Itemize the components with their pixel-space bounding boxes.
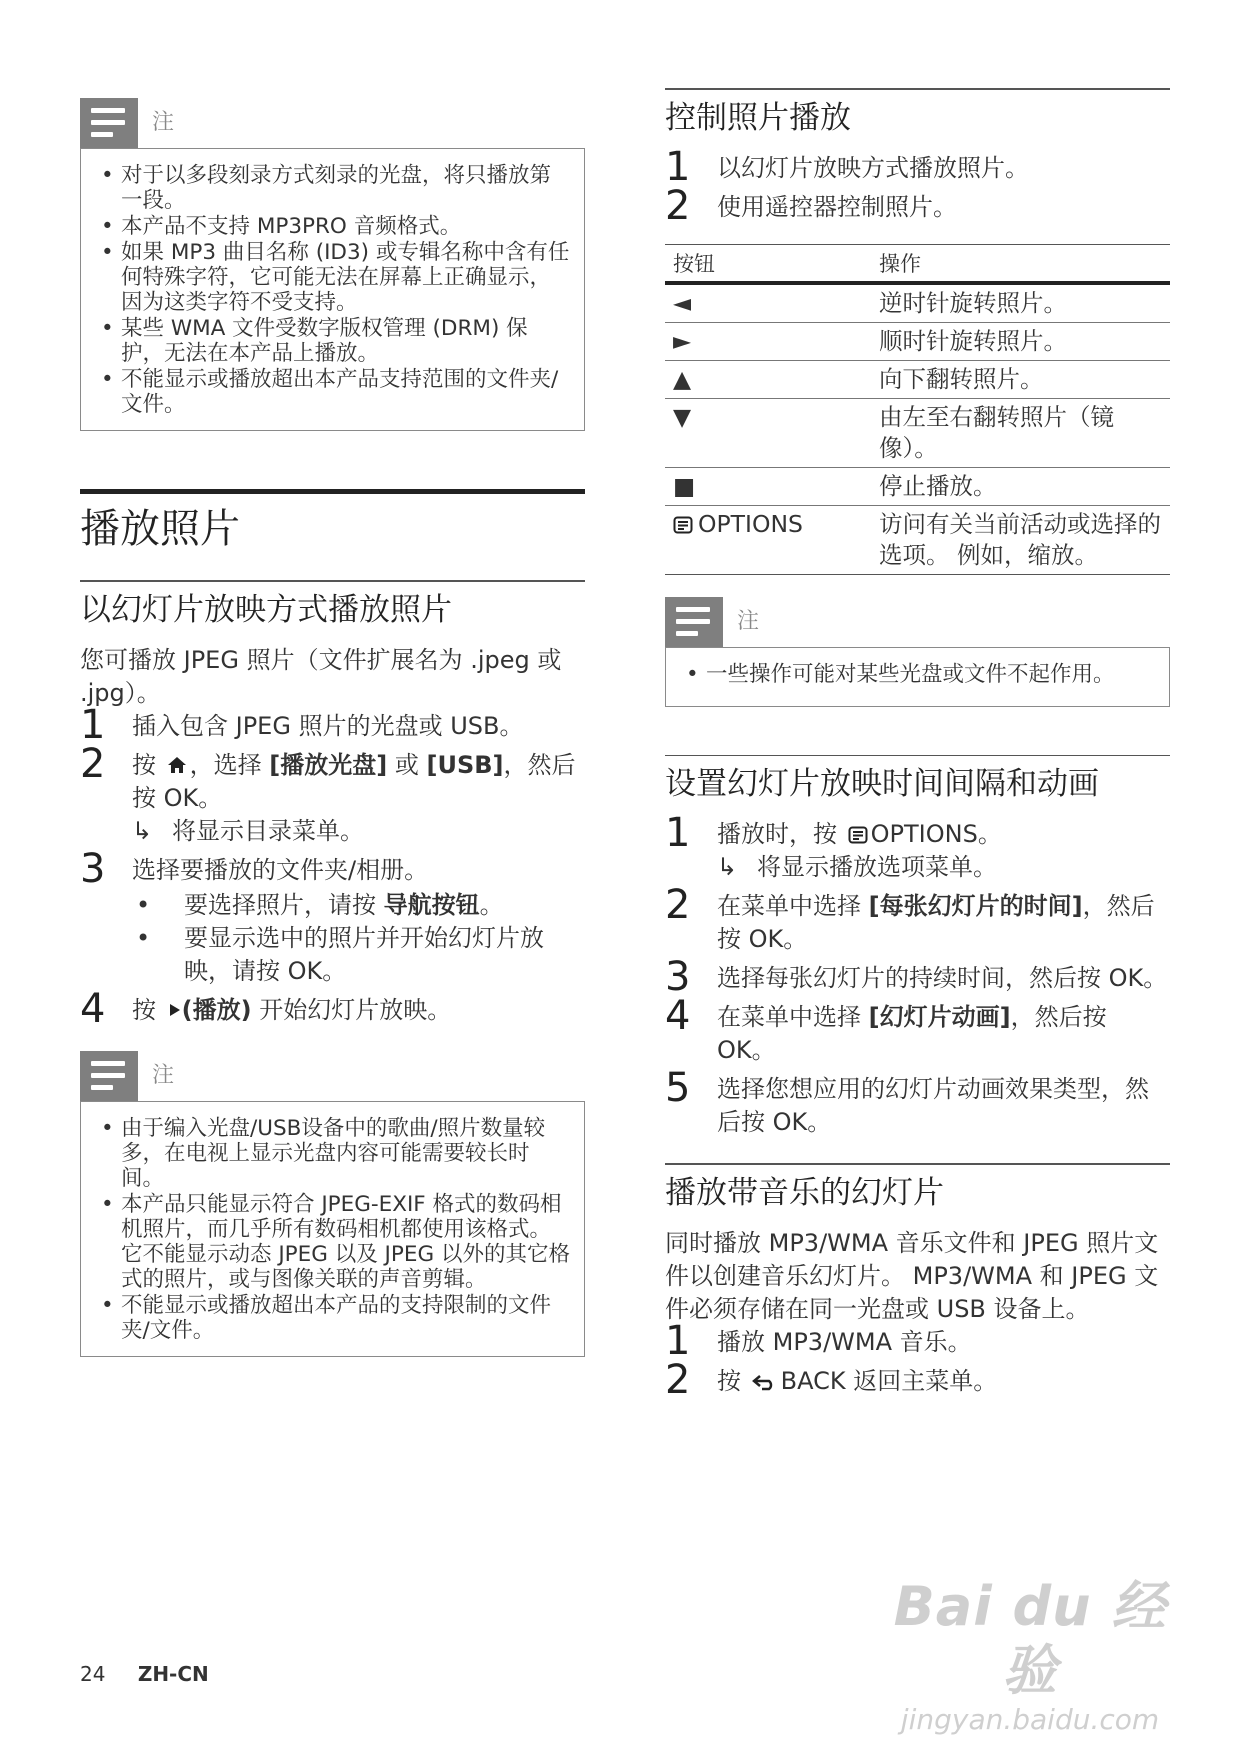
step-result: ↳ 将显示目录菜单。 — [132, 815, 585, 848]
note-icon — [80, 1051, 138, 1101]
key-up: ▲ — [665, 360, 871, 398]
section-rule — [80, 580, 585, 582]
note-item: • 由于编入光盘/USB设备中的歌曲/照片数量较多，在电视上显示光盘内容可能需要较长时间。 — [95, 1116, 570, 1191]
right-column — [665, 88, 1170, 1404]
chapter-rule — [80, 489, 585, 494]
note-item: • 本产品只能显示符合 JPEG-EXIF 格式的数码相机照片，而几乎所有数码相机都使用该格式。 它不能显示动态 JPEG 以及 JPEG 以外的其它格式的照片，或与图像关联的声音剪辑。 — [95, 1192, 570, 1292]
key-options: OPTIONS — [665, 505, 871, 574]
options-icon — [673, 516, 693, 534]
section-intro: 同时播放 MP3/WMA 音乐文件和 JPEG 照片文件以创建音乐幻灯片。 MP3/WMA 和 JPEG 文件必须存储在同一光盘或 USB 设备上。 — [665, 1228, 1159, 1323]
watermark-url: jingyan.baidu.com — [900, 1703, 1160, 1736]
table-header-button: 按钮 — [665, 244, 871, 283]
left-column — [80, 98, 585, 1357]
step-result: ↳ 将显示播放选项菜单。 — [717, 851, 1170, 884]
note-box-jpeg — [80, 1051, 585, 1357]
step: 2 按 BACK 返回主菜单。 — [665, 1356, 998, 1403]
baidu-watermark — [880, 1575, 1180, 1737]
step: 2 使用遥控器控制照片。 — [665, 182, 957, 229]
key-stop: ■ — [665, 467, 871, 505]
result-arrow-icon: ↳ — [717, 853, 738, 881]
action: 顺时针旋转照片。 — [871, 322, 1170, 360]
note-item: • 如果 MP3 曲目名称 (ID3) 或专辑名称中含有任何特殊字符，它可能无法在屏幕上正确显示，因为这类字符不受支持。 — [95, 240, 570, 315]
key-right: ► — [665, 322, 871, 360]
section-title-control: 控制照片播放 — [665, 99, 851, 136]
table-row — [665, 467, 1170, 505]
step: 2 按 ，选择 [播放光盘] 或 [USB]，然后按 OK。 ↳ 将显示目录菜单。 — [80, 749, 585, 848]
note-box-multisession — [80, 98, 585, 431]
note-item: • 某些 WMA 文件受数字版权管理 (DRM) 保护，无法在本产品上播放。 — [95, 316, 570, 366]
steps-control — [665, 143, 1170, 229]
section-title-music: 播放带音乐的幻灯片 — [665, 1174, 944, 1211]
table-row — [665, 283, 1170, 323]
step: 3 选择每张幻灯片的持续时间，然后按 OK。 — [665, 954, 1168, 1000]
step: 1 以幻灯片放映方式播放照片。 — [665, 143, 1029, 190]
key-down: ▼ — [665, 398, 871, 467]
table-row — [665, 322, 1170, 360]
step: 5 选择您想应用的幻灯片动画效果类型，然后按 OK。 — [665, 1065, 1149, 1136]
steps-music — [665, 1317, 1170, 1403]
step: 1 播放时，按 OPTIONS。 ↳ 将显示播放选项菜单。 — [665, 818, 1170, 884]
action: 访问有关当前活动或选择的选项。 例如，缩放。 — [871, 505, 1170, 574]
note-item: • 不能显示或播放超出本产品支持范围的文件夹/文件。 — [95, 367, 570, 417]
action: 逆时针旋转照片。 — [871, 283, 1170, 323]
chapter-title: 播放照片 — [80, 506, 240, 552]
result-arrow-icon: ↳ — [132, 816, 153, 845]
step: 1 插入包含 JPEG 照片的光盘或 USB。 — [80, 701, 524, 748]
home-icon — [166, 755, 188, 775]
steps-slideshow — [80, 701, 585, 1032]
options-icon — [848, 826, 868, 844]
step: 2 在菜单中选择 [每张幻灯片的时间]，然后按 OK。 — [665, 882, 1155, 953]
page-footer — [80, 1662, 209, 1686]
table-header-action: 操作 — [871, 244, 1170, 283]
section-title-interval: 设置幻灯片放映时间间隔和动画 — [665, 766, 1099, 802]
table-row — [665, 360, 1170, 398]
action: 向下翻转照片。 — [871, 360, 1170, 398]
step: 3 选择要播放的文件夹/相册。 • 要选择照片，请按 导航按钮。 • 要显示选中的照片并开始幻灯片放映，请按 OK。 — [80, 854, 585, 988]
note-title: 注 — [152, 1062, 175, 1088]
play-icon — [168, 1002, 182, 1018]
step: 4 按 (播放) 开始幻灯片放映。 — [80, 985, 452, 1032]
note-title: 注 — [737, 608, 760, 634]
section-rule — [665, 88, 1170, 90]
steps-interval — [665, 810, 1170, 1139]
note-icon — [80, 98, 138, 148]
sub-item: • 要显示选中的照片并开始幻灯片放映，请按 OK。 — [132, 922, 585, 988]
section-intro: 您可播放 JPEG 照片（文件扩展名为 .jpeg 或 .jpg）。 — [80, 645, 562, 707]
button-table — [665, 244, 1170, 575]
section-title-slideshow: 以幻灯片放映方式播放照片 — [80, 591, 452, 628]
note-item: • 一些操作可能对某些光盘或文件不起作用。 — [680, 662, 1155, 687]
back-icon — [752, 1373, 778, 1391]
language-code: ZH-CN — [137, 1662, 209, 1686]
action: 停止播放。 — [871, 467, 1170, 505]
action: 由左至右翻转照片（镜像）。 — [871, 398, 1170, 467]
note-item: • 对于以多段刻录方式刻录的光盘，将只播放第一段。 — [95, 163, 570, 213]
note-box-operations — [665, 597, 1170, 707]
key-left: ◄ — [665, 283, 871, 323]
section-rule — [665, 755, 1170, 757]
note-title: 注 — [152, 110, 175, 135]
step: 4 在菜单中选择 [幻灯片动画]，然后按 OK。 — [665, 993, 1107, 1064]
step: 1 播放 MP3/WMA 音乐。 — [665, 1317, 972, 1364]
section-rule — [665, 1163, 1170, 1165]
note-item: • 不能显示或播放超出本产品的支持限制的文件夹/文件。 — [95, 1293, 570, 1343]
sub-item: • 要选择照片，请按 导航按钮。 — [132, 889, 585, 922]
table-row — [665, 398, 1170, 467]
note-icon — [665, 597, 723, 647]
note-item: • 本产品不支持 MP3PRO 音频格式。 — [95, 214, 570, 239]
watermark-logo: Bai du 经验 — [893, 1575, 1167, 1702]
page-number: 24 — [80, 1662, 106, 1686]
table-row — [665, 505, 1170, 574]
